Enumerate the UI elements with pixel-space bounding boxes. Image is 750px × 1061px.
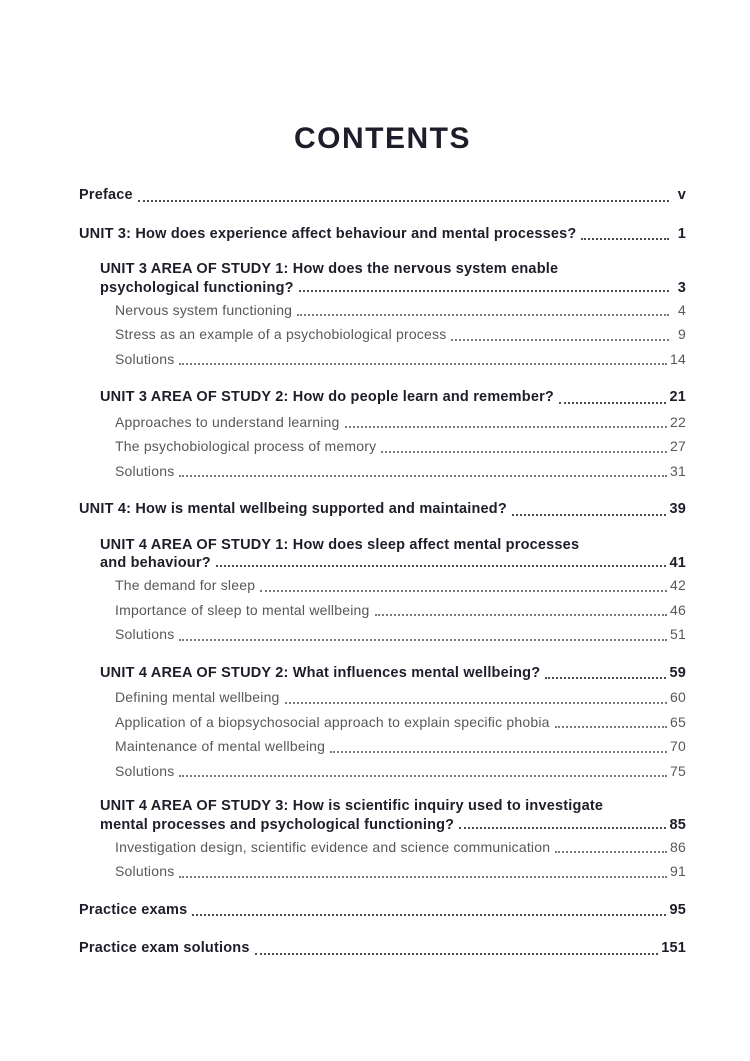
toc-entry-label: The demand for sleep (115, 577, 256, 593)
toc-entry-page: 31 (670, 462, 686, 479)
toc-entry-row (115, 322, 686, 347)
toc-entry-row (115, 410, 686, 435)
toc-entry (79, 536, 686, 574)
toc-entry-row (100, 279, 686, 298)
dotted-leader (512, 514, 667, 516)
toc-entry (79, 685, 686, 710)
toc-entry (79, 598, 686, 623)
toc-entry (79, 797, 686, 835)
toc-entry-page: 9 (678, 326, 686, 342)
toc-entry-label: Importance of sleep to mental wellbeing (115, 601, 370, 618)
toc-entry-label: Approaches to understand learning (115, 413, 340, 430)
dotted-leader (192, 914, 666, 916)
dotted-leader (559, 402, 666, 404)
toc-entry-page: 14 (670, 350, 686, 367)
toc-entry-label: Stress as an example of a psychobiological process (115, 326, 447, 342)
dotted-leader (179, 876, 667, 878)
toc-entry (79, 710, 686, 735)
toc-entry-row (79, 222, 686, 247)
toc-entry-row (115, 759, 686, 784)
dotted-leader (285, 702, 667, 704)
toc-entry-row (100, 554, 686, 573)
toc-entry-page: 3 (677, 279, 686, 296)
toc-entry (79, 573, 686, 598)
toc-entry (79, 759, 686, 784)
toc-entry-label: Solutions (115, 626, 175, 642)
toc-entry-label: UNIT 3: How does experience affect behaviour and mental processes? (79, 225, 577, 242)
toc-entry-page: 4 (678, 301, 686, 318)
toc-entry (79, 260, 686, 298)
toc-entry-row (115, 622, 686, 647)
toc-entry-row (115, 347, 686, 372)
toc-entry-row (100, 661, 686, 686)
toc-entry-page: 95 (669, 901, 686, 918)
dotted-leader (255, 953, 659, 955)
toc-entry-page: 39 (669, 501, 686, 517)
dotted-leader (459, 827, 666, 829)
toc-entry-row (115, 598, 686, 623)
toc-entry-page: 42 (670, 577, 686, 593)
toc-entry (79, 347, 686, 372)
dotted-leader (581, 238, 669, 240)
dotted-leader (260, 590, 667, 592)
toc-entry (79, 497, 686, 522)
toc-entry-page: 59 (669, 664, 686, 681)
toc-entry-page: 91 (670, 863, 686, 879)
toc-entry-row (115, 434, 686, 459)
toc-entry-row (115, 298, 686, 323)
toc-entry-page: 70 (670, 738, 686, 754)
toc-entry (79, 434, 686, 459)
toc-entry-page: 46 (670, 601, 686, 618)
toc-entry-label-line: UNIT 3 AREA OF STUDY 1: How does the nervous system enable (100, 261, 559, 277)
toc-entry-page: 151 (661, 940, 686, 956)
dotted-leader (545, 677, 666, 679)
toc-entry (79, 222, 686, 247)
toc-entry-row (100, 816, 686, 835)
toc-entry (79, 936, 686, 961)
dotted-leader (451, 339, 669, 341)
toc-entry-label: Solutions (115, 350, 175, 367)
toc-entry (79, 410, 686, 435)
toc-entry-row (79, 936, 686, 961)
toc-entry (79, 835, 686, 860)
toc-entry-label: The psychobiological process of memory (115, 438, 377, 454)
toc-entry-row (115, 835, 686, 860)
toc-entry-page: 1 (677, 225, 686, 242)
dotted-leader (375, 614, 668, 616)
toc-entry-label: Application of a biopsychosocial approach to explain specific phobia (115, 713, 550, 730)
toc-entry-row (79, 183, 686, 208)
toc-entry-label: Nervous system functioning (115, 301, 293, 318)
toc-entry-page: 85 (669, 816, 686, 833)
toc-entry-row (115, 573, 686, 598)
toc-entry (79, 385, 686, 410)
toc-entry-label: Maintenance of mental wellbeing (115, 738, 326, 754)
toc-entry-label: Practice exams (79, 901, 188, 918)
page-title: CONTENTS (294, 122, 471, 155)
toc-entry-row (115, 710, 686, 735)
toc-entry-label: UNIT 4: How is mental wellbeing supported and maintained? (79, 501, 507, 517)
toc-entry-page: 75 (670, 762, 686, 779)
toc-entry-label: Investigation design, scientific evidence and science communication (115, 838, 551, 855)
toc-entry-label: Solutions (115, 462, 175, 479)
toc-entry-label: Preface (79, 187, 133, 203)
toc-entry (79, 898, 686, 923)
toc-entry-label: Solutions (115, 762, 175, 779)
toc-entry (79, 298, 686, 323)
toc-entry-row (115, 459, 686, 484)
dotted-leader (299, 290, 669, 292)
dotted-leader (138, 200, 669, 202)
toc-entry (79, 734, 686, 759)
toc-entry-row (115, 859, 686, 884)
toc-entry-label: Defining mental wellbeing (115, 689, 280, 705)
toc-entry-page: 51 (670, 626, 686, 642)
dotted-leader (179, 363, 667, 365)
toc-entry-label: mental processes and psychological functioning? (100, 816, 455, 833)
toc-entry-page: 27 (670, 438, 686, 454)
dotted-leader (179, 639, 667, 641)
dotted-leader (381, 451, 667, 453)
toc-entry-label-line: UNIT 4 AREA OF STUDY 1: How does sleep affect mental processes (100, 536, 580, 553)
toc-entry (79, 459, 686, 484)
dotted-leader (345, 426, 667, 428)
toc-entry-page: 41 (669, 555, 686, 571)
toc-entry-row (100, 385, 686, 410)
toc-entry-page: v (677, 187, 686, 203)
toc-entry (79, 622, 686, 647)
dotted-leader (330, 751, 667, 753)
toc-entry-label-line: UNIT 4 AREA OF STUDY 3: How is scientific inquiry used to investigate (100, 798, 604, 814)
toc-entry-page: 65 (670, 713, 686, 730)
dotted-leader (555, 726, 667, 728)
toc-entry-page: 21 (669, 389, 686, 405)
toc-entry-page: 22 (670, 413, 686, 430)
toc-entry-page: 86 (670, 838, 686, 855)
toc-entry (79, 322, 686, 347)
toc-entry (79, 859, 686, 884)
toc-entry-label: UNIT 4 AREA OF STUDY 2: What influences mental wellbeing? (100, 664, 541, 681)
toc-entry (79, 183, 686, 208)
toc-entry-row (115, 734, 686, 759)
toc-entry-label: UNIT 3 AREA OF STUDY 2: How do people learn and remember? (100, 389, 554, 405)
toc-entry-label: Solutions (115, 863, 175, 879)
dotted-leader (179, 775, 667, 777)
toc-entry (79, 661, 686, 686)
dotted-leader (555, 851, 667, 853)
toc-entry-label: and behaviour? (100, 555, 211, 571)
dotted-leader (216, 565, 667, 567)
toc-entry-row (79, 497, 686, 522)
table-of-contents (79, 183, 686, 961)
toc-entry-page: 60 (670, 689, 686, 705)
toc-entry-row (115, 685, 686, 710)
toc-entry-row (79, 898, 686, 923)
toc-entry-label: Practice exam solutions (79, 940, 250, 956)
toc-entry-label: psychological functioning? (100, 279, 294, 296)
dotted-leader (297, 314, 669, 316)
dotted-leader (179, 475, 667, 477)
